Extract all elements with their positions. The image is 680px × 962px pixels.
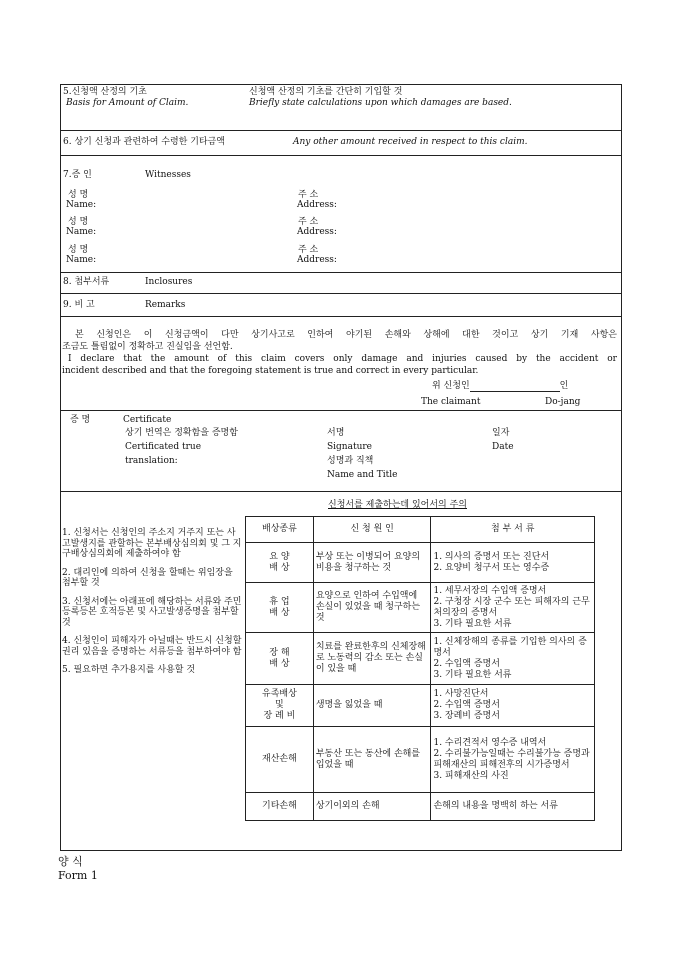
table-cell-type: 유족배상 및 장 례 비: [246, 685, 314, 727]
table-cell-cause: 부상 또는 이병되어 요양의 비용을 청구하는 것: [313, 543, 431, 583]
table-cell-docs: 1. 수리견적서 영수증 내역서 2. 수리불가능일때는 수리불가능 증명과 피해재산의 피해전후의 시가증명서 3. 피해재산의 사진: [431, 727, 595, 793]
certificate-text-en-1: Certificated true: [125, 442, 202, 452]
table-cell-docs: 1. 세무서장의 수입액 증명서 2. 구청장 시장 군수 또는 피해자의 근무처의장의 증명서 3. 기타 필요한 서류: [431, 583, 595, 633]
claimant-signature-line[interactable]: [470, 382, 560, 392]
table-cell-docs: 1. 사망진단서 2. 수입액 증명서 3. 장례비 증명서: [431, 685, 595, 727]
declaration-en-2: incident described and that the foregoing statement is true and correct in every particular.: [62, 366, 479, 376]
divider: [60, 130, 622, 131]
divider: [60, 491, 622, 492]
seal-label-en: Do-jang: [545, 397, 581, 407]
divider: [60, 272, 622, 273]
note-item: 5. 필요하면 추가용지를 사용할 것: [62, 665, 196, 675]
witness-2-name-en: Name:: [66, 227, 97, 237]
certificate-sign-ko: 서명: [327, 428, 345, 438]
certificate-text-ko: 상기 번역은 정확함을 증명함: [125, 428, 238, 438]
witness-3-addr-en: Address:: [297, 255, 337, 265]
table-cell-cause: 치료를 완료한후의 신체장해로 노동력의 감소 또는 손실이 있을 때: [313, 633, 431, 685]
table-cell-type: 휴 업 배 상: [246, 583, 314, 633]
table-cell-type: 장 해 배 상: [246, 633, 314, 685]
notice-title: 신청서를 제출하는데 있어서의 주의: [328, 500, 467, 510]
witness-1-name-en: Name:: [66, 200, 97, 210]
table-cell-cause: 상기이외의 손해: [313, 793, 431, 821]
section6-title-en: Any other amount received in respect to this claim.: [293, 137, 528, 147]
witness-1-addr-en: Address:: [297, 200, 337, 210]
claimant-label-en: The claimant: [421, 397, 481, 407]
certificate-text-en-2: translation:: [125, 456, 178, 466]
table-row: [246, 543, 595, 583]
declaration-ko-1: 본 신청인은 이 신청금액이 다만 상기사고로 인하여 야기된 손해와 상해에 대한 것이고 상기 기재 사항은: [75, 330, 617, 340]
declaration-ko-2: 조금도 틀림없이 정확하고 진실임을 선언함.: [62, 342, 233, 352]
witness-2-addr-ko: 주 소: [298, 217, 319, 227]
witness-2-name-ko: 성 명: [68, 217, 89, 227]
section5-desc-en: Briefly state calculations upon which damages are based.: [249, 98, 512, 108]
divider: [60, 155, 622, 156]
certificate-name-en: Name and Title: [327, 470, 398, 480]
table-header: 배상종류: [246, 517, 314, 543]
divider: [60, 316, 622, 317]
note-item: 1. 신청서는 신청인의 주소지 거주지 또는 사고발생지를 관할하는 본부배상심의회 및 그 지구배상심의회에 제출하여야 함: [62, 528, 242, 559]
seal-label: 인: [559, 381, 569, 391]
table-cell-cause: 생명을 잃었을 때: [313, 685, 431, 727]
section7-title-ko: 7.증 인: [63, 170, 92, 180]
section9-title-en: Remarks: [145, 300, 186, 310]
table-cell-docs: 1. 신체장해의 종류를 기입한 의사의 증명서 2. 수입액 증명서 3. 기타 필요한 서류: [431, 633, 595, 685]
table-header-row: [246, 517, 595, 543]
declaration-en-1: I declare that the amount of this claim covers only damage and injuries caused by the accident or: [68, 354, 617, 364]
section8-title-ko: 8. 첨부서류: [63, 277, 110, 287]
requirements-table: [245, 516, 595, 821]
table-header: 첨 부 서 류: [431, 517, 595, 543]
witness-1-addr-ko: 주 소: [298, 190, 319, 200]
section6-title-ko: 6. 상기 신청과 관련하여 수령한 기타금액: [63, 137, 225, 147]
table-row: [246, 633, 595, 685]
note-item: 4. 신청인이 피해자가 아닐때는 반드시 신청할 권리 있음을 증명하는 서류등을 첨부하여야 함: [62, 636, 242, 657]
divider: [60, 410, 622, 411]
claimant-label: 위 신청인: [432, 381, 470, 391]
certificate-sign-en: Signature: [327, 442, 373, 452]
note-item: 3. 신청서에는 아래표에 해당하는 서류와 주민등록등본 호적등본 및 사고발생증명을 첨부할 것: [62, 596, 242, 628]
section9-title-ko: 9. 비 고: [63, 300, 95, 310]
form-label-ko: 양 식: [58, 855, 83, 868]
certificate-date-ko: 일자: [492, 428, 510, 438]
form-label-en: Form 1: [58, 869, 98, 882]
table-cell-type: 기타손해: [246, 793, 314, 821]
notes-list: [62, 528, 242, 684]
table-cell-docs: 1. 의사의 증명서 또는 진단서 2. 요양비 청구서 또는 영수증: [431, 543, 595, 583]
certificate-title-en: Certificate: [123, 415, 172, 425]
table-cell-type: 요 양 배 상: [246, 543, 314, 583]
divider: [60, 293, 622, 294]
table-cell-cause: 부동산 또는 동산에 손해를 입었을 때: [313, 727, 431, 793]
certificate-name-ko: 성명과 직책: [327, 456, 374, 466]
table-cell-docs: 손해의 내용을 명백히 하는 서류: [431, 793, 595, 821]
section7-title-en: Witnesses: [145, 170, 191, 180]
witness-3-addr-ko: 주 소: [298, 245, 319, 255]
table-row: [246, 793, 595, 821]
section5-title-en: Basis for Amount of Claim.: [66, 98, 189, 108]
section5-title-ko: 5.신청액 산정의 기초: [63, 87, 147, 97]
table-header: 신 청 원 인: [313, 517, 431, 543]
claimant-label-ko: [432, 381, 568, 392]
witness-3-name-en: Name:: [66, 255, 97, 265]
witness-1-name-ko: 성 명: [68, 190, 89, 200]
table-row: [246, 685, 595, 727]
table-row: [246, 583, 595, 633]
certificate-date-en: Date: [492, 442, 514, 452]
section5-desc-ko: 신청액 산정의 기초를 간단히 기입할 것: [249, 87, 403, 97]
certificate-title-ko: 증 명: [70, 415, 91, 425]
table-cell-type: 재산손해: [246, 727, 314, 793]
table-row: [246, 727, 595, 793]
witness-2-addr-en: Address:: [297, 227, 337, 237]
section8-title-en: Inclosures: [145, 277, 193, 287]
table-cell-cause: 요양으로 인하여 수입액에 손실이 있었을 때 청구하는 것: [313, 583, 431, 633]
witness-3-name-ko: 성 명: [68, 245, 89, 255]
note-item: 2. 대리인에 의하여 신청을 할때는 위임장을 첨부할 것: [62, 567, 233, 588]
